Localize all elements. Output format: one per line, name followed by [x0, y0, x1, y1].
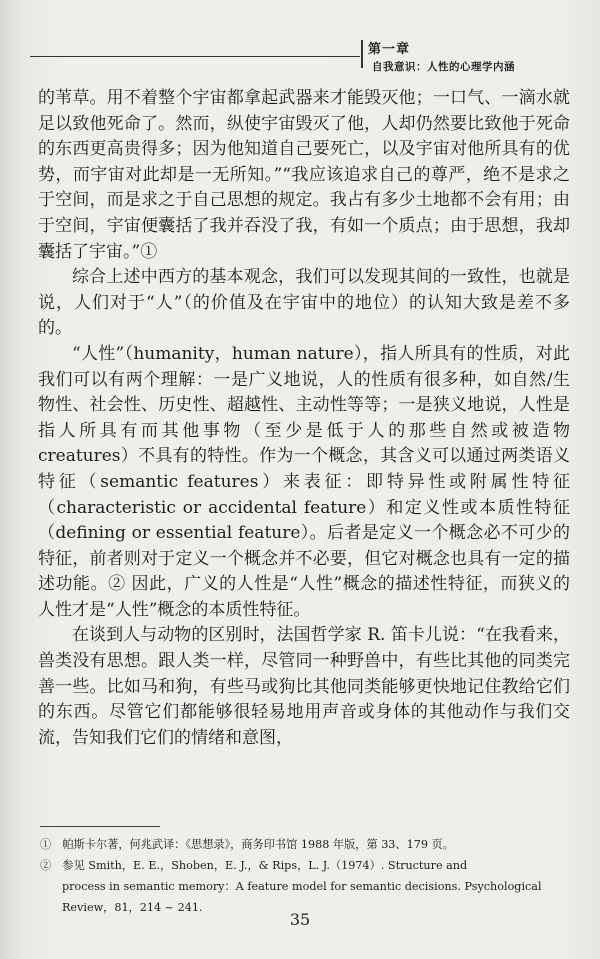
page-number: 35 [289, 910, 311, 929]
paragraph-continued-quote: 的苇草。用不着整个宇宙都拿起武器来才能毁灭他；一口气、一滴水就足以致他死命了。然而，纵使宇宙毁灭了他，人却仍然要比致他于死命的东西更高贵得多；因为他知道自己要死亡，以及宇宙对他所具有的优势，而宇宙对此却是一无所知。”“我应该追求自己的尊严，绝不是求之于空间，而是求之于自己思想的规定。我占有多少土地都不会有用；由于空间，宇宙便囊括了我并吞没了我，有如一个质点；由于思想，我却囊括了宇宙。”① [38, 88, 570, 262]
paragraph-descartes: 在谈到人与动物的区别时，法国哲学家 R. 笛卡儿说：“在我看来，兽类没有思想。跟人类一样，尽管同一种野兽中，有些比其他的同类完善一些。比如马和狗，有些马或狗比其他同类能够更快地记住教给它们的东西。尽管它们都能够很轻易地用声音或身体的其他动作与我们交流，告知我们它们的情绪和意图， [38, 625, 570, 748]
footnotes [40, 834, 562, 918]
header-rule [30, 56, 360, 57]
body-text [38, 86, 570, 751]
footnote-rule [40, 826, 160, 827]
footnote-1: ① 帕斯卡尔著，何兆武译：《思想录》，商务印书馆 1988 年版，第 33、179 页。 [40, 838, 454, 851]
footnote-2: ② 参见 Smith，E. E.，Shoben，E. J.，& Rips，L. J.（1974）. Structure and [40, 859, 468, 872]
paragraph-human-nature-definition: “人性”（humanity，human nature），指人所具有的性质，对此我们可以有两个理解：一是广义地说，人的性质有很多种，如自然/生物性、社会性、历史性、超越性、主动性等等；一是狭义地说，人性是指人所具有而其他事物（至少是低于人的那些自然或被造物 creatures）不具有的特性。作为一个概念，其含义可以通过两类语义特征（semantic features）来表征：即特异性或附属性特征（characteristic or accidental feature）和定义性或本质性特征（defining or essential feature）。后者是定义一个概念必不可少的特征，前者则对于定义一个概念并不必要，但它对概念也具有一定的描述功能。② 因此，广义的人性是“人性”概念的描述性特征，而狭义的人性才是“人性”概念的本质性特征。 [38, 343, 570, 620]
paragraph-summary: 综合上述中西方的基本观念，我们可以发现其间的一致性，也就是说，人们对于“人”（的价值及在宇宙中的地位）的认知大致是差不多的。 [38, 267, 570, 339]
header-divider-bar [361, 40, 363, 68]
chapter-title: 第一章 [368, 42, 411, 57]
footnote-2-continuation: process in semantic memory：A feature model for semantic decisions. Psychological Review，81，214 ~ 241. [62, 880, 542, 914]
chapter-subtitle: 自我意识：人性的心理学内涵 [372, 61, 515, 73]
